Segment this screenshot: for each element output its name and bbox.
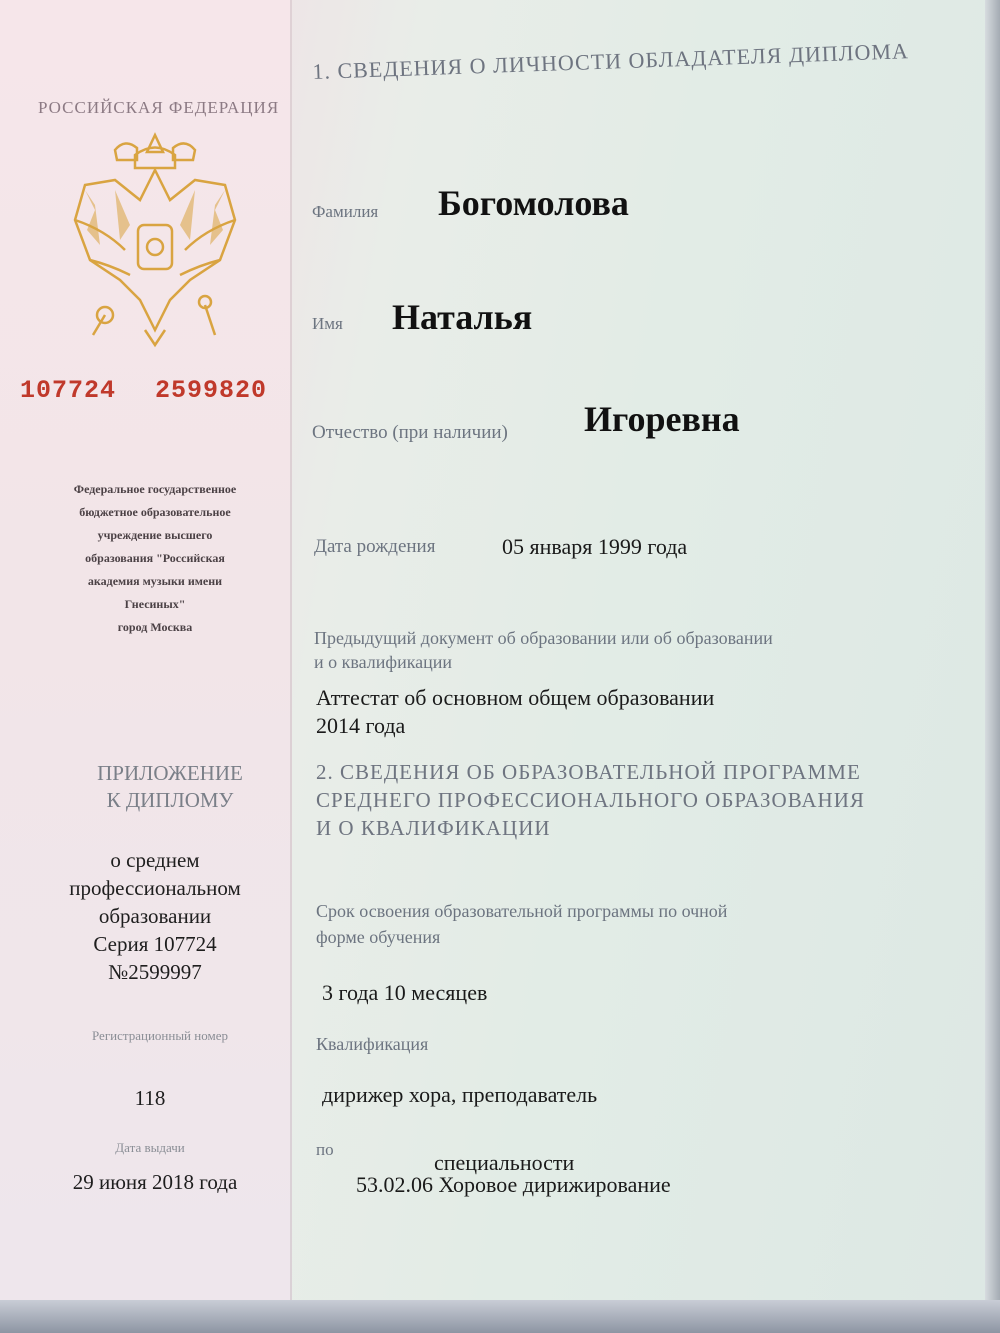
surname-label: Фамилия [312, 202, 379, 221]
appendix-detail-line: Серия 107724 [93, 932, 217, 956]
institution-line: бюджетное образовательное [79, 505, 231, 519]
qualification-label: Квалификация [316, 1034, 429, 1054]
country-name: РОССИЙСКАЯ ФЕДЕРАЦИЯ [38, 98, 280, 117]
birth-date-value: 05 января 1999 года [502, 534, 688, 559]
institution-line: Федеральное государственное [73, 482, 237, 496]
serial-series: 107724 [20, 376, 117, 405]
appendix-detail-line: образовании [98, 904, 212, 928]
study-duration-label-line-1: Срок освоения образовательной программы по очной [316, 901, 728, 921]
patronymic-value: Игоревна [584, 399, 740, 439]
section-1-title: 1. СВЕДЕНИЯ О ЛИЧНОСТИ ОБЛАДАТЕЛЯ ДИПЛОМА [312, 38, 910, 84]
name-label: Имя [312, 314, 343, 333]
qualification-value: дирижер хора, преподаватель [322, 1082, 598, 1107]
specialty-value: 53.02.06 Хоровое дирижирование [356, 1172, 671, 1197]
institution-line: образования "Российская [85, 551, 225, 565]
previous-document-label-line-2: и о квалификации [314, 652, 453, 672]
study-duration-label [316, 898, 727, 950]
section-2-title [316, 758, 865, 842]
institution-line: учреждение высшего [97, 528, 213, 542]
by-label: по [316, 1140, 334, 1159]
previous-document-label-line-1: Предыдущий документ об образовании или об образовании [314, 628, 773, 648]
institution-line: академия музыки имени [87, 574, 223, 588]
issue-date-label: Дата выдачи [115, 1140, 185, 1155]
reg-number: 118 [134, 1086, 166, 1110]
coat-of-arms-emblem [55, 130, 255, 350]
previous-document-line-1: Аттестат об основном общем образовании [316, 685, 715, 710]
appendix-detail-line: о среднем [110, 848, 200, 872]
appendix-title [20, 760, 320, 814]
study-duration-value: 3 года 10 месяцев [322, 980, 488, 1005]
institution-line: город Москва [117, 620, 193, 634]
appendix-title-line-2: К ДИПЛОМУ [106, 788, 234, 812]
specialty-label: специальности [434, 1150, 575, 1175]
page-edge-bottom [0, 1300, 1000, 1333]
section-2-title-line-1: 2. СВЕДЕНИЯ ОБ ОБРАЗОВАТЕЛЬНОЙ ПРОГРАММЕ [316, 760, 861, 784]
previous-document-line-2: 2014 года [316, 713, 406, 738]
institution-line: Гнесиных" [124, 597, 186, 611]
appendix-details [10, 846, 300, 986]
surname-value: Богомолова [438, 183, 629, 223]
previous-document-label [314, 626, 773, 674]
study-duration-label-line-2: форме обучения [316, 927, 441, 947]
name-value: Наталья [392, 297, 533, 337]
appendix-detail-line: профессиональном [69, 876, 241, 900]
appendix-title-line-1: ПРИЛОЖЕНИЕ [97, 761, 243, 785]
reg-number-label: Регистрационный номер [92, 1028, 228, 1043]
patronymic-label: Отчество (при наличии) [312, 422, 508, 443]
institution-block [20, 478, 290, 639]
previous-document-value [316, 684, 714, 740]
serial-number: 2599820 [155, 376, 268, 405]
page-edge-right [985, 0, 1000, 1333]
section-2-title-line-3: И О КВАЛИФИКАЦИИ [316, 816, 551, 840]
birth-date-label: Дата рождения [314, 536, 436, 557]
appendix-detail-line: №2599997 [108, 960, 202, 984]
section-2-title-line-2: СРЕДНЕГО ПРОФЕССИОНАЛЬНОГО ОБРАЗОВАНИЯ [316, 788, 865, 812]
issue-date: 29 июня 2018 года [72, 1170, 238, 1194]
